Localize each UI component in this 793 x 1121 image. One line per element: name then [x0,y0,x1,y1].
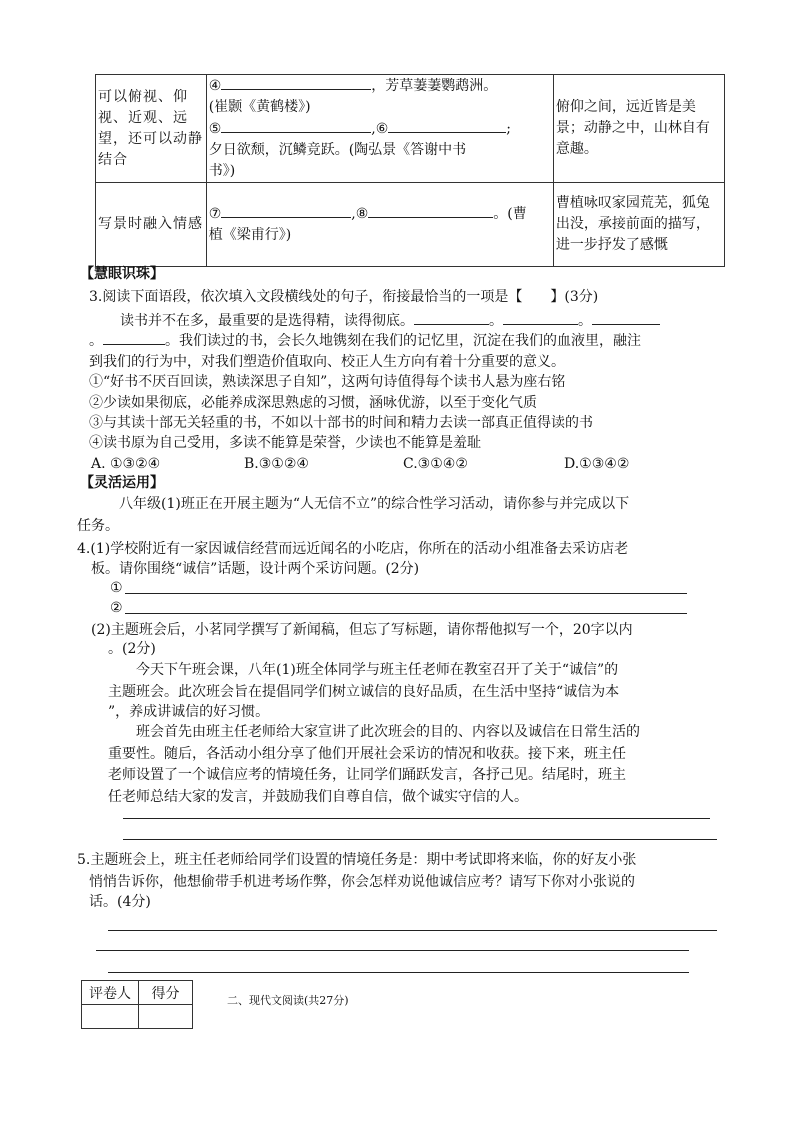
q4-2-stem: (2)主题班会后，小茗同学撰写了新闻稿，但忘了写标题，请你帮他拟写一个，20字以内 [91,622,633,638]
score-header: 得分 [139,981,193,1005]
score-cell[interactable] [139,1005,193,1029]
blank[interactable] [103,330,165,345]
blank-6[interactable] [388,118,506,133]
answer-line[interactable] [108,972,689,973]
blank-8[interactable] [368,203,493,218]
blank[interactable] [592,310,660,325]
q4-1-stem: 4.(1)学校附近有一家因诚信经营而远近闻名的小吃店，你所在的活动小组准备去采访店老 [77,541,629,557]
q3-para: 读书并不在多，最重要的是选得精，读得彻底。 。 。 [120,310,660,331]
choice-d[interactable]: D.①③④② [564,456,630,472]
choice-a[interactable]: A. ①③②④ [91,456,161,472]
blank-5[interactable] [221,118,371,133]
q5-stem: 5.主题班会上，班主任老师给同学们设置的情境任务是：期中考试即将来临，你的好友小张 [77,852,637,868]
q3-option: ④读书原为自己受用，多读不能算是荣誉，少读也不能算是羞耻 [89,435,481,451]
grader-header: 评卷人 [82,981,139,1005]
answer-line[interactable] [108,930,717,931]
answer-marker: ① [110,580,123,596]
technique-cell: 写景时融入情感 [96,183,207,267]
news-text: 班会首先由班主任老师给大家宣讲了此次班会的目的、内容以及诚信在日常生活的 [136,724,640,740]
blank[interactable] [414,310,489,325]
choice-b[interactable]: B.③①②④ [244,456,309,472]
effect-cell: 曹植咏叹家园荒芜，狐兔出没，承接前面的描写，进一步抒发了感慨 [553,183,724,267]
q3-stem: 3.阅读下面语段，依次填入文段横线处的句子，衔接最恰当的一项是【 】(3分) [89,289,599,305]
poem-cell: ⑦ ,⑧ 。(曹 植《梁甫行》) [206,183,553,267]
answer-line[interactable] [96,950,689,951]
news-text: ”，养成讲诚信的好习惯。 [108,704,270,720]
poem-cell: ④ ，芳草萋萋鹦鹉洲。 (崔颢《黄鹤楼》) ⑤ ,⑥ ; 夕日欲颓，沉鳞竞跃。(陶弘景《答谢中书 书》) [206,75,553,183]
technique-cell: 可以俯视、仰视、近观、远望，还可以动静结合 [96,75,207,183]
choice-c[interactable]: C.③①④② [403,456,468,472]
q4-2-stem: 。(2分) [108,641,156,657]
answer-marker: ② [110,600,123,616]
intro-text: 八年级(1)班正在开展主题为“人无信不立”的综合性学习活动，请你参与并完成以下 [119,496,630,512]
news-text: 主题班会。此次班会旨在提倡同学们树立诚信的良好品质，在生活中坚持“诚信为本 [108,684,620,700]
score-table [81,980,193,1029]
answer-line[interactable] [125,593,687,594]
answer-line[interactable] [125,613,687,614]
news-text: 重要性。随后，各活动小组分享了他们开展社会采访的情况和收获。接下来，班主任 [108,746,626,762]
effect-cell: 俯仰之间，远近皆是美景；动静之中，山林自有意趣。 [553,75,724,183]
blank-4[interactable] [221,75,371,90]
blank[interactable] [503,310,578,325]
q3-option: ①“好书不厌百回读，熟读深思子自知”，这两句诗值得每个读书人悬为座右铭 [89,374,566,390]
q3-para: 到我们的行为中，对我们塑造价值取向、校正人生方向有着十分重要的意义。 [89,354,565,370]
grader-cell[interactable] [82,1005,139,1029]
answer-line[interactable] [123,839,717,840]
section-heading: 【慧眼识珠】 [80,266,164,282]
answer-line[interactable] [123,818,710,819]
section-heading: 【灵活运用】 [80,475,164,491]
section-title: 二、现代文阅读(共27分) [227,994,349,1007]
blank-7[interactable] [221,203,351,218]
news-text: 老师设置了一个诚信应考的情境任务，让同学们踊跃发言，各抒己见。结尾时，班主 [108,767,626,783]
q5-stem: 悄悄告诉你，他想偷带手机进考场作弊，你会怎样劝说他诚信应考？请写下你对小张说的 [89,874,635,890]
q3-option: ③与其读十部无关轻重的书，不如以十部书的时间和精力去读一部真正值得读的书 [89,415,593,431]
poetry-table [95,74,725,267]
q4-1-stem: 板。请你围绕“诚信”话题，设计两个采访问题。(2分) [91,561,420,577]
news-text: 任老师总结大家的发言，并鼓励我们自尊自信，做个诚实守信的人。 [108,789,528,805]
intro-text: 任务。 [77,518,119,534]
q5-stem: 话。(4分) [89,894,151,910]
news-text: 今天下午班会课，八年(1)班全体同学与班主任老师在教室召开了关于“诚信”的 [136,662,619,678]
q3-para: 。 。我们读过的书，会长久地镌刻在我们的记忆里，沉淀在我们的血液里，融注 [89,330,641,351]
q3-option: ②少读如果彻底，必能养成深思熟虑的习惯，涵咏优游，以至于变化气质 [89,395,537,411]
